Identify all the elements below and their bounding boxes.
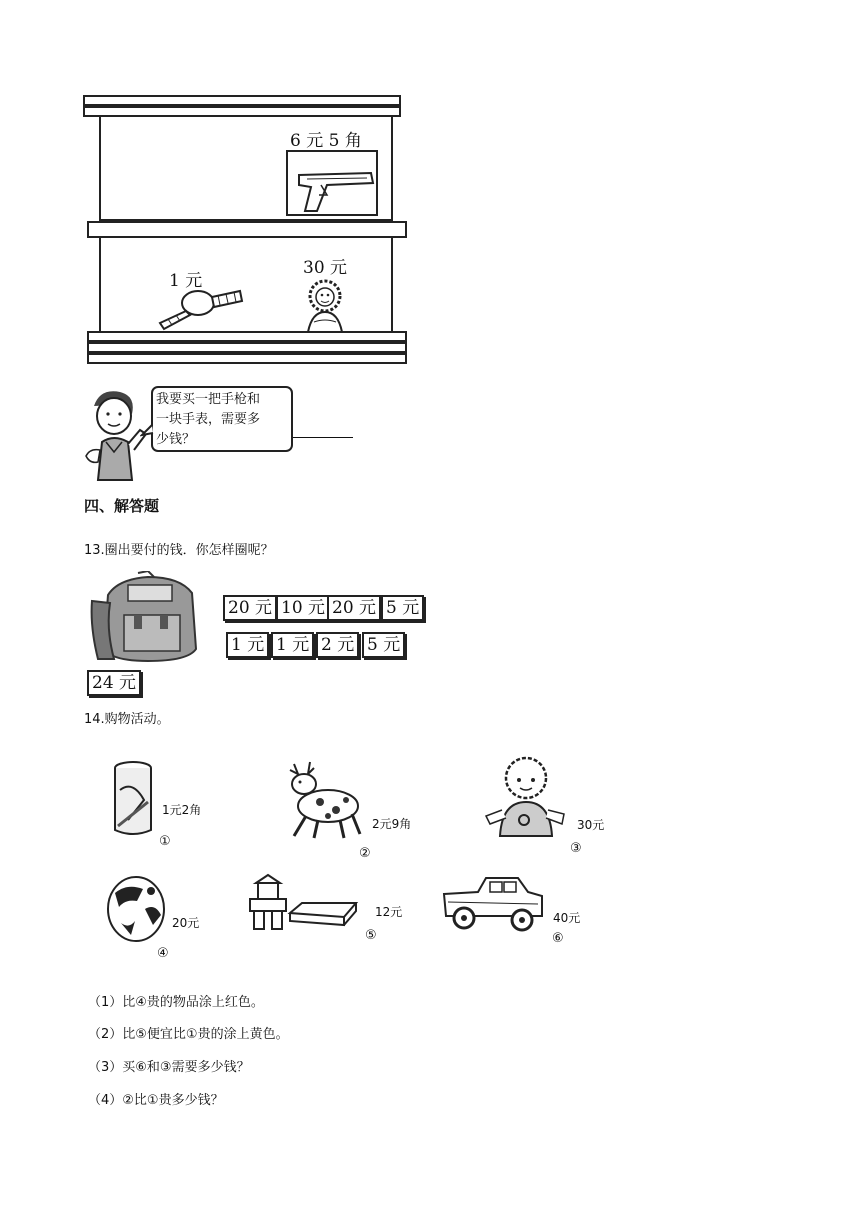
deer-icon[interactable] — [280, 760, 370, 842]
subquestion: （2）比⑤便宜比①贵的涂上黄色。 — [88, 1027, 289, 1042]
banknote-10-yuan[interactable]: 10 元 — [276, 595, 330, 621]
wristwatch-icon — [156, 285, 246, 331]
answer-blank-line[interactable] — [293, 437, 353, 438]
schoolbag-icon — [88, 571, 203, 666]
section-title: 四、解答题 — [84, 497, 160, 515]
item-number: ⑤ — [365, 928, 377, 943]
shelf-drawing — [82, 94, 412, 366]
bag-price: 24 元 — [87, 670, 141, 696]
doll-price: 30 元 — [303, 258, 348, 278]
item-price: 1元2角 — [162, 803, 202, 817]
item-price: 12元 — [375, 905, 403, 919]
item-price: 30元 — [577, 818, 605, 832]
item-number: ② — [359, 846, 371, 861]
ball-icon[interactable] — [103, 873, 169, 945]
item-price: 2元9角 — [372, 817, 412, 831]
speech-text: 我要买一把手枪和 一块手表，需要多 少钱？ — [156, 392, 261, 447]
banknote-1-yuan[interactable]: 1 元 — [271, 632, 314, 658]
gun-price: 6 元 5 角 — [290, 131, 362, 151]
cup-icon[interactable] — [110, 760, 156, 838]
subquestion: （3）买⑥和③需要多少钱？ — [88, 1060, 250, 1075]
item-number: ③ — [570, 841, 582, 856]
item-price: 20元 — [172, 916, 200, 930]
banknote-5-yuan[interactable]: 5 元 — [381, 595, 424, 621]
banknote-2-yuan[interactable]: 2 元 — [316, 632, 359, 658]
building-blocks-icon[interactable] — [246, 873, 361, 935]
q13-text: 13.圈出要付的钱．你怎样圈呢？ — [84, 543, 274, 558]
banknote-20-yuan[interactable]: 20 元 — [223, 595, 277, 621]
subquestion: （1）比④贵的物品涂上红色。 — [88, 995, 264, 1010]
item-number: ① — [159, 834, 171, 849]
toy-gun-icon — [297, 167, 375, 213]
banknote-20-yuan[interactable]: 20 元 — [327, 595, 381, 621]
watch-price: 1 元 — [169, 271, 203, 291]
banknote-5-yuan[interactable]: 5 元 — [362, 632, 405, 658]
toy-car-icon[interactable] — [438, 874, 546, 936]
banknote-1-yuan[interactable]: 1 元 — [226, 632, 269, 658]
doll-icon — [300, 276, 350, 334]
q14-text: 14.购物活动。 — [84, 712, 170, 727]
item-number: ⑥ — [552, 931, 564, 946]
doll-icon[interactable] — [482, 754, 568, 840]
item-price: 40元 — [553, 911, 581, 925]
subquestion: （4）②比①贵多少钱？ — [88, 1093, 224, 1108]
item-number: ④ — [157, 946, 169, 961]
